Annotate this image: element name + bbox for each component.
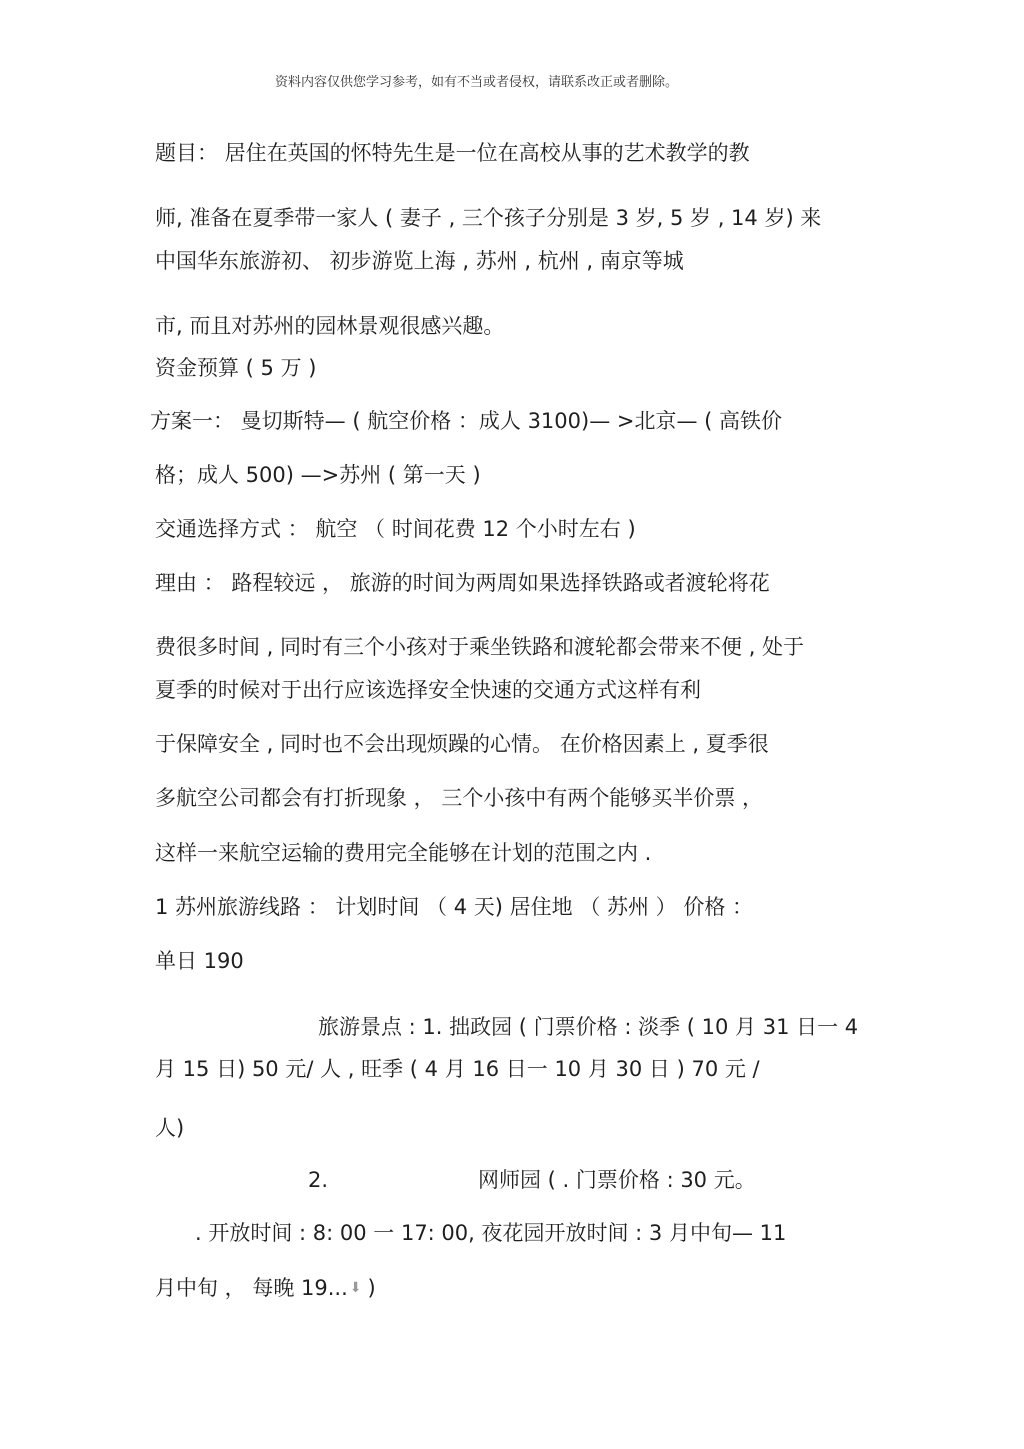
text-line-18: 月 15 日) 50 元/ 人 , 旺季 ( 4 月 16 日一 10 月 30 日 ) 70 元 / bbox=[155, 1057, 760, 1081]
text-line-17: 旅游景点 : 1. 拙政园 ( 门票价格 : 淡季 ( 10 月 31 日一 4 bbox=[318, 1015, 859, 1039]
text-line-14: 这样一来航空运输的费用完全能够在计划的范围之内 . bbox=[155, 841, 652, 865]
text-line-11: 夏季的时候对于出行应该选择安全快速的交通方式这样有利 bbox=[155, 678, 701, 702]
text-line-20: 网师园 ( . 门票价格 : 30 元。 bbox=[478, 1168, 756, 1192]
header-notice: 资料内容仅供您学习参考，如有不当或者侵权，请联系改正或者删除。 bbox=[275, 75, 679, 90]
text-line-20-number: 2. bbox=[308, 1168, 329, 1192]
text-line-1: 题目： 居住在英国的怀特先生是一位在高校从事的艺术教学的教 bbox=[155, 141, 750, 165]
text-line-3: 中国华东旅游初、 初步游览上海 , 苏州 , 杭州 , 南京等城 bbox=[155, 249, 684, 273]
text-line-15: 1 苏州旅游线路 ： 计划时间 （ 4 天) 居住地 （ 苏州 ） 价格 ： bbox=[155, 895, 754, 919]
text-line-4: 市, 而且对苏州的园林景观很感兴趣。 bbox=[155, 314, 505, 338]
text-line-19: 人) bbox=[155, 1116, 185, 1140]
text-line-8: 交通选择方式 ： 航空 （ 时间花费 12 个小时左右 ) bbox=[155, 517, 636, 541]
text-line-22 bbox=[155, 1273, 376, 1303]
text-line-5: 资金预算 ( 5 万 ) bbox=[155, 356, 317, 380]
text-line-6: 方案一： 曼切斯特— ( 航空价格 ：成人 3100)— >北京— ( 高铁价 bbox=[150, 409, 783, 433]
text-line-21: . 开放时间 : 8: 00 一 17: 00, 夜花园开放时间 : 3 月中旬— 11 bbox=[195, 1221, 787, 1245]
text-line-2: 师, 准备在夏季带一家人 ( 妻子 , 三个孩子分别是 3 岁, 5 岁 , 14 岁) 来 bbox=[155, 206, 822, 230]
text-line-10: 费很多时间 , 同时有三个小孩对于乘坐铁路和渡轮都会带来不便 , 处于 bbox=[155, 635, 805, 659]
text-line-13: 多航空公司都会有打折现象 ， 三个小孩中有两个能够买半价票 ， bbox=[155, 786, 764, 810]
text-line-22-body: 月中旬 ， 每晚 19... bbox=[155, 1276, 348, 1300]
text-line-22-end: ) bbox=[367, 1276, 376, 1300]
text-line-7: 格；成人 500) —>苏州 ( 第一天 ) bbox=[155, 463, 481, 487]
text-line-16: 单日 190 bbox=[155, 949, 244, 973]
double-chevron-down-icon[interactable]: ⬇ bbox=[349, 1280, 362, 1296]
text-line-9: 理由 ： 路程较远 ， 旅游的时间为两周如果选择铁路或者渡轮将花 bbox=[155, 571, 770, 595]
text-line-12: 于保障安全 , 同时也不会出现烦躁的心情。 在价格因素上 , 夏季很 bbox=[155, 732, 769, 756]
